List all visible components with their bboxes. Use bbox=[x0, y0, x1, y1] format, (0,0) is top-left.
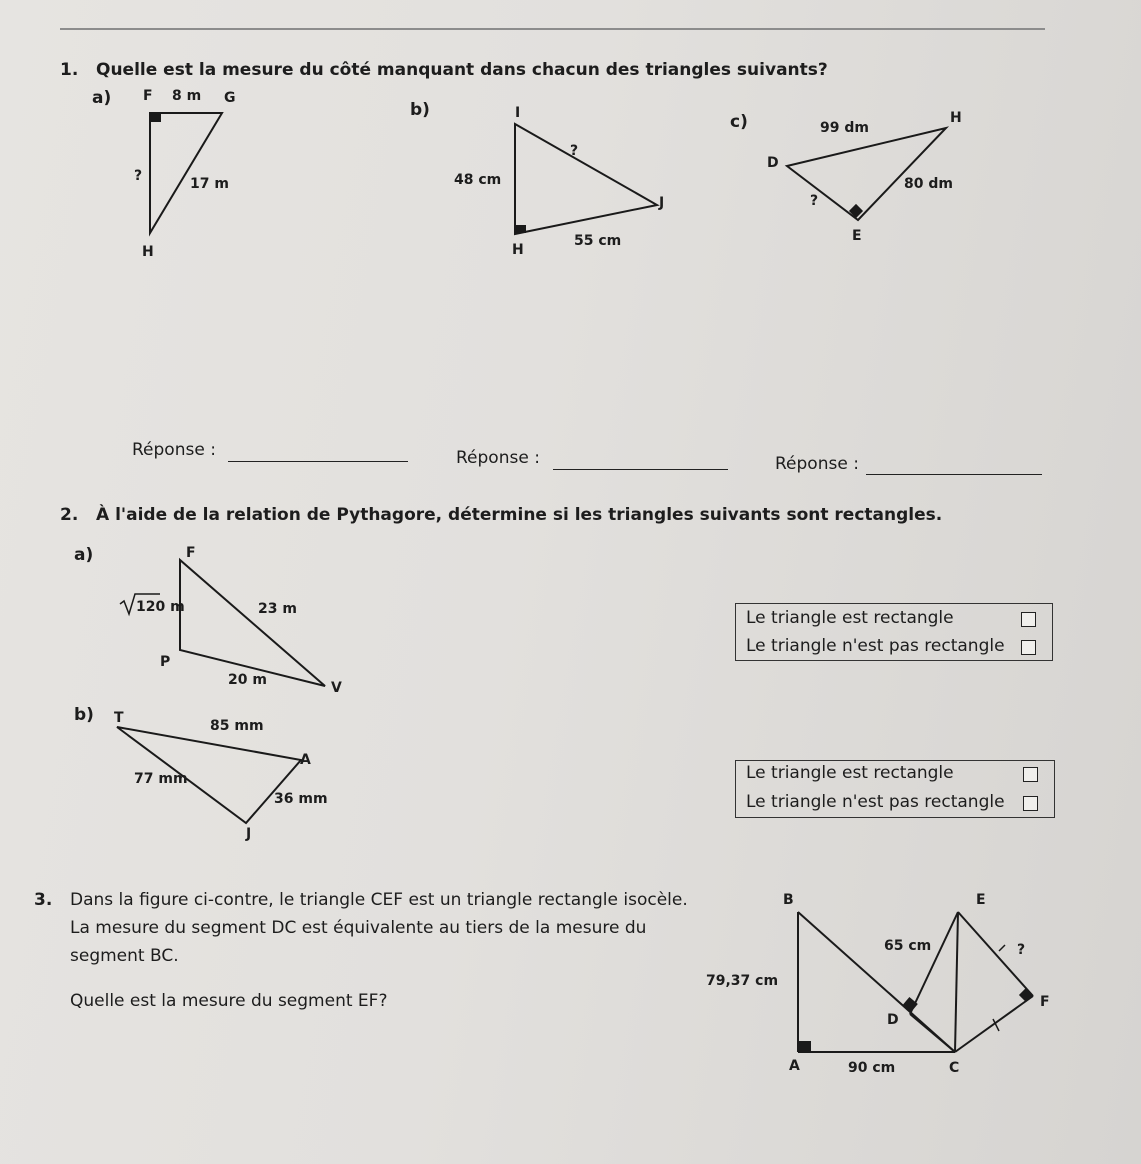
q2a-side-fv: 23 m bbox=[258, 601, 297, 617]
q2b-vertex-j: J bbox=[246, 826, 252, 842]
q1a-answer-field[interactable] bbox=[228, 461, 408, 462]
q2b-vertex-t: T bbox=[114, 710, 124, 726]
q2a-option-yes: Le triangle est rectangle bbox=[746, 608, 954, 628]
q1c-unknown: ? bbox=[810, 193, 819, 209]
q1a-side-fg: 8 m bbox=[172, 88, 202, 104]
q3-vertex-f: F bbox=[1040, 994, 1050, 1010]
q3-line-2: La mesure du segment DC est équivalente au tiers de la mesure du bbox=[70, 918, 647, 938]
q2a-option-no: Le triangle n'est pas rectangle bbox=[746, 636, 1005, 656]
q1c-vertex-d: D bbox=[767, 155, 779, 171]
q2-prompt: À l'aide de la relation de Pythagore, détermine si les triangles suivants sont rectangles. bbox=[96, 505, 943, 525]
q1a-vertex-h: H bbox=[142, 244, 154, 260]
q3-vertex-c: C bbox=[949, 1060, 960, 1076]
q3-question: Quelle est la mesure du segment EF? bbox=[70, 991, 388, 1011]
q1-number: 1. bbox=[60, 60, 79, 80]
q1b-vertex-j: J bbox=[659, 195, 665, 211]
q2b-checkbox-yes[interactable] bbox=[1023, 767, 1038, 782]
q1b-right-angle-mark bbox=[516, 225, 526, 233]
q1c-answer-field[interactable] bbox=[866, 474, 1042, 475]
q2a-vertex-p: P bbox=[160, 654, 171, 670]
q1a-right-angle-mark bbox=[151, 114, 161, 122]
q1c-side-he: 80 dm bbox=[904, 176, 953, 192]
q1b-triangle bbox=[515, 124, 657, 234]
q1a-vertex-f: F bbox=[143, 88, 153, 104]
q2a-checkbox-no[interactable] bbox=[1021, 640, 1036, 655]
q3-unknown: ? bbox=[1017, 942, 1026, 958]
q3-number: 3. bbox=[34, 890, 53, 910]
q1c-vertex-h: H bbox=[950, 110, 962, 126]
q2b-option-yes: Le triangle est rectangle bbox=[746, 763, 954, 783]
q2a-vertex-v: V bbox=[331, 680, 342, 696]
q1b-side-ih: 48 cm bbox=[454, 172, 502, 188]
q2b-option-no: Le triangle n'est pas rectangle bbox=[746, 792, 1005, 812]
q2a-side-pv: 20 m bbox=[228, 672, 267, 688]
q2a-side-fp-radicand: 120 bbox=[136, 599, 166, 615]
q1b-side-hj: 55 cm bbox=[574, 233, 622, 249]
q2a-side-fp-unit: m bbox=[170, 599, 185, 615]
q1b-tag: b) bbox=[410, 100, 430, 120]
q2b-side-aj: 36 mm bbox=[274, 791, 328, 807]
q1a-triangle bbox=[150, 113, 222, 233]
q2a-vertex-f: F bbox=[186, 545, 196, 561]
q3-line-1: Dans la figure ci-contre, le triangle CEF est un triangle rectangle isocèle. bbox=[70, 890, 688, 910]
q3-right-angle-f bbox=[1019, 988, 1033, 1002]
q2a-checkbox-yes[interactable] bbox=[1021, 612, 1036, 627]
q1b-unknown: ? bbox=[570, 143, 579, 159]
q3-line-3: segment BC. bbox=[70, 946, 179, 966]
q1c-tag: c) bbox=[730, 112, 748, 132]
q3-side-be: 65 cm bbox=[884, 938, 932, 954]
q1c-side-dh: 99 dm bbox=[820, 120, 869, 136]
q1a-side-gh: 17 m bbox=[190, 176, 229, 192]
q3-side-ac: 90 cm bbox=[848, 1060, 896, 1076]
q3-right-angle-d bbox=[902, 997, 917, 1012]
q1a-answer-label: Réponse : bbox=[132, 440, 216, 460]
q2a-tag: a) bbox=[74, 545, 94, 565]
q2b-side-ta: 85 mm bbox=[210, 718, 264, 734]
q1b-vertex-i: I bbox=[515, 105, 521, 121]
q3-right-angle-a bbox=[799, 1041, 811, 1051]
q2b-vertex-a: A bbox=[300, 752, 311, 768]
q1-prompt: Quelle est la mesure du côté manquant dans chacun des triangles suivants? bbox=[96, 60, 828, 80]
q2-number: 2. bbox=[60, 505, 79, 525]
q1b-answer-label: Réponse : bbox=[456, 448, 540, 468]
q3-vertex-e: E bbox=[976, 892, 986, 908]
q2b-checkbox-no[interactable] bbox=[1023, 796, 1038, 811]
q2b-tag: b) bbox=[74, 705, 94, 725]
q1a-vertex-g: G bbox=[224, 90, 236, 106]
q1b-vertex-h: H bbox=[512, 242, 524, 258]
q2b-side-tj: 77 mm bbox=[134, 771, 188, 787]
q3-vertex-d: D bbox=[887, 1012, 899, 1028]
q3-figure bbox=[798, 912, 1033, 1052]
q3-vertex-b: B bbox=[783, 892, 794, 908]
q1b-answer-field[interactable] bbox=[553, 469, 728, 470]
q1a-unknown: ? bbox=[134, 168, 143, 184]
q3-side-ab: 79,37 cm bbox=[706, 973, 779, 989]
q3-vertex-a: A bbox=[789, 1058, 800, 1074]
q2a-triangle bbox=[180, 560, 325, 686]
q1a-tag: a) bbox=[92, 88, 112, 108]
q1c-vertex-e: E bbox=[852, 228, 862, 244]
q1c-answer-label: Réponse : bbox=[775, 454, 859, 474]
q2a-side-fp bbox=[136, 599, 185, 615]
